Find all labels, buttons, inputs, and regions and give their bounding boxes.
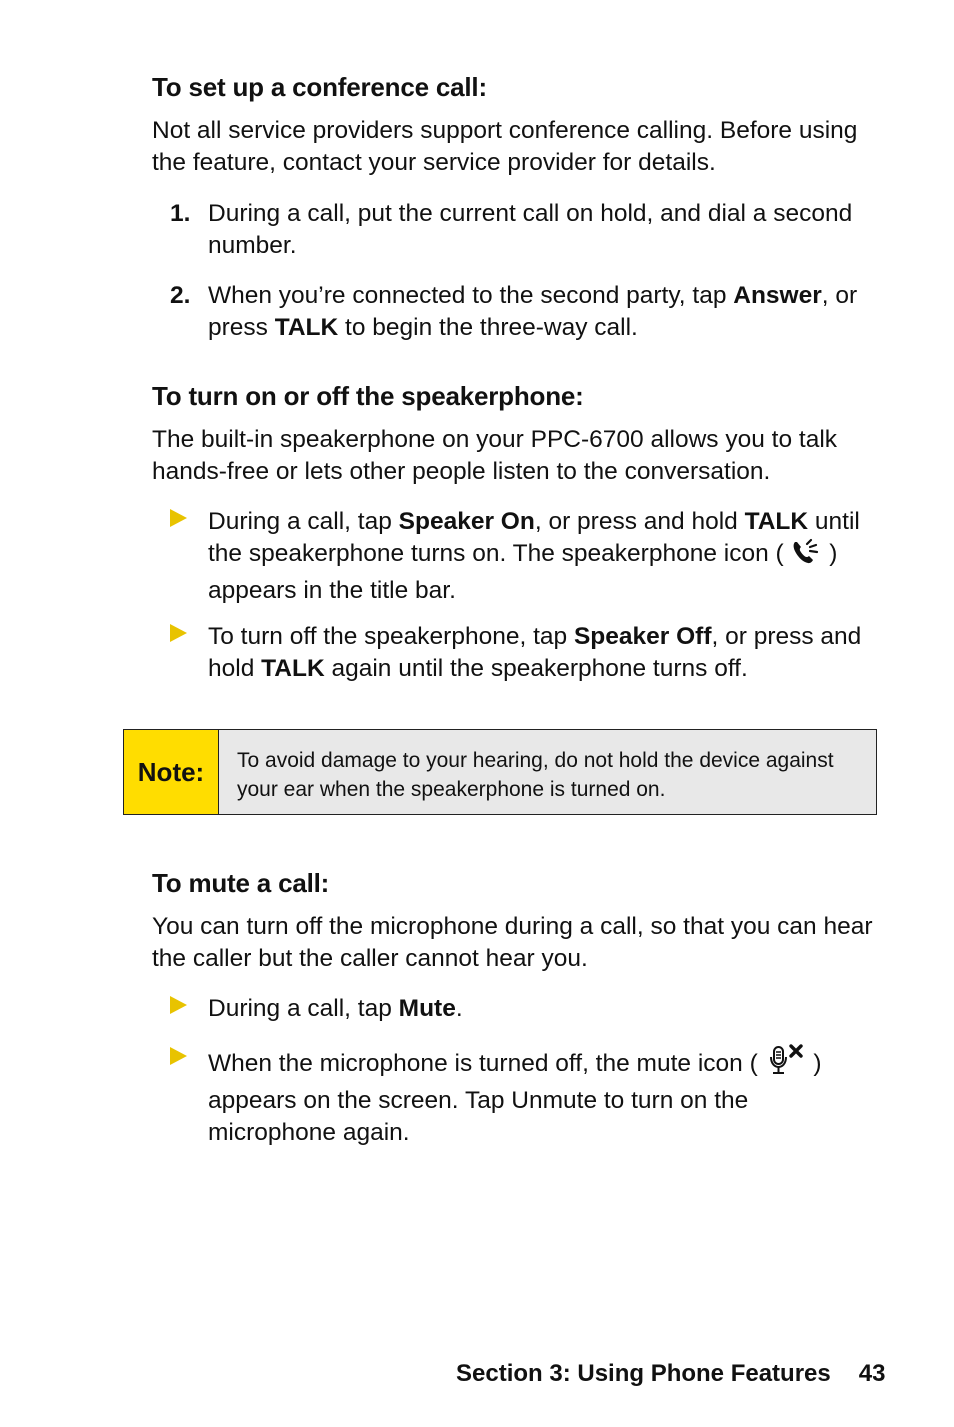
note-text: To avoid damage to your hearing, do not hold the device against your ear when the speakerphone is turned on. xyxy=(219,730,876,814)
conference-intro: Not all service providers support conference calling. Before using the feature, contact your service provider for details. xyxy=(152,117,858,176)
bullet-mute-icon xyxy=(170,1044,882,1149)
bullet-arrow-icon xyxy=(170,996,187,1014)
page-number: 43 xyxy=(858,1360,886,1387)
speakerphone-icon xyxy=(791,538,823,575)
bullet-speaker-off xyxy=(170,621,882,685)
note-box xyxy=(123,729,877,815)
footer-section-title: Section 3: Using Phone Features xyxy=(456,1360,831,1387)
heading-speakerphone: To turn on or off the speakerphone: xyxy=(152,381,584,411)
speakerphone-intro: The built-in speakerphone on your PPC-6700 allows you to talk hands-free or lets other people listen to the conversation. xyxy=(152,426,838,485)
bullet-speaker-on xyxy=(170,506,882,607)
step-2 xyxy=(170,280,882,344)
bullet-mute xyxy=(170,993,882,1025)
bullet-text: During a call, tap Speaker On, or press and hold TALK until the speakerphone turns on. The speakerphone icon ( ) appears in the title bar. xyxy=(208,508,860,604)
step-number: 1. xyxy=(170,200,191,227)
step-text: During a call, put the current call on hold, and dial a second number. xyxy=(208,200,853,259)
step-1 xyxy=(170,198,882,262)
step-text: When you’re connected to the second party, tap Answer, or press TALK to begin the three-way call. xyxy=(208,282,858,341)
heading-conference-call: To set up a conference call: xyxy=(152,72,487,102)
bullet-arrow-icon xyxy=(170,1047,187,1065)
bullet-text: To turn off the speakerphone, tap Speaker Off, or press and hold TALK again until the speakerphone turns off. xyxy=(208,623,862,682)
note-label: Note: xyxy=(124,730,219,814)
bullet-text: During a call, tap Mute. xyxy=(208,995,463,1022)
bullet-arrow-icon xyxy=(170,509,187,527)
mute-intro: You can turn off the microphone during a call, so that you can hear the caller but the caller cannot hear you. xyxy=(152,913,873,972)
step-number: 2. xyxy=(170,282,191,309)
bullet-text: When the microphone is turned off, the mute icon ( ) appears on the screen. Tap Unmute to turn on the microphone again. xyxy=(208,1044,882,1149)
bullet-arrow-icon xyxy=(170,624,187,642)
mute-icon xyxy=(765,1044,807,1085)
page-footer xyxy=(456,1360,885,1388)
heading-mute-call: To mute a call: xyxy=(152,868,330,898)
